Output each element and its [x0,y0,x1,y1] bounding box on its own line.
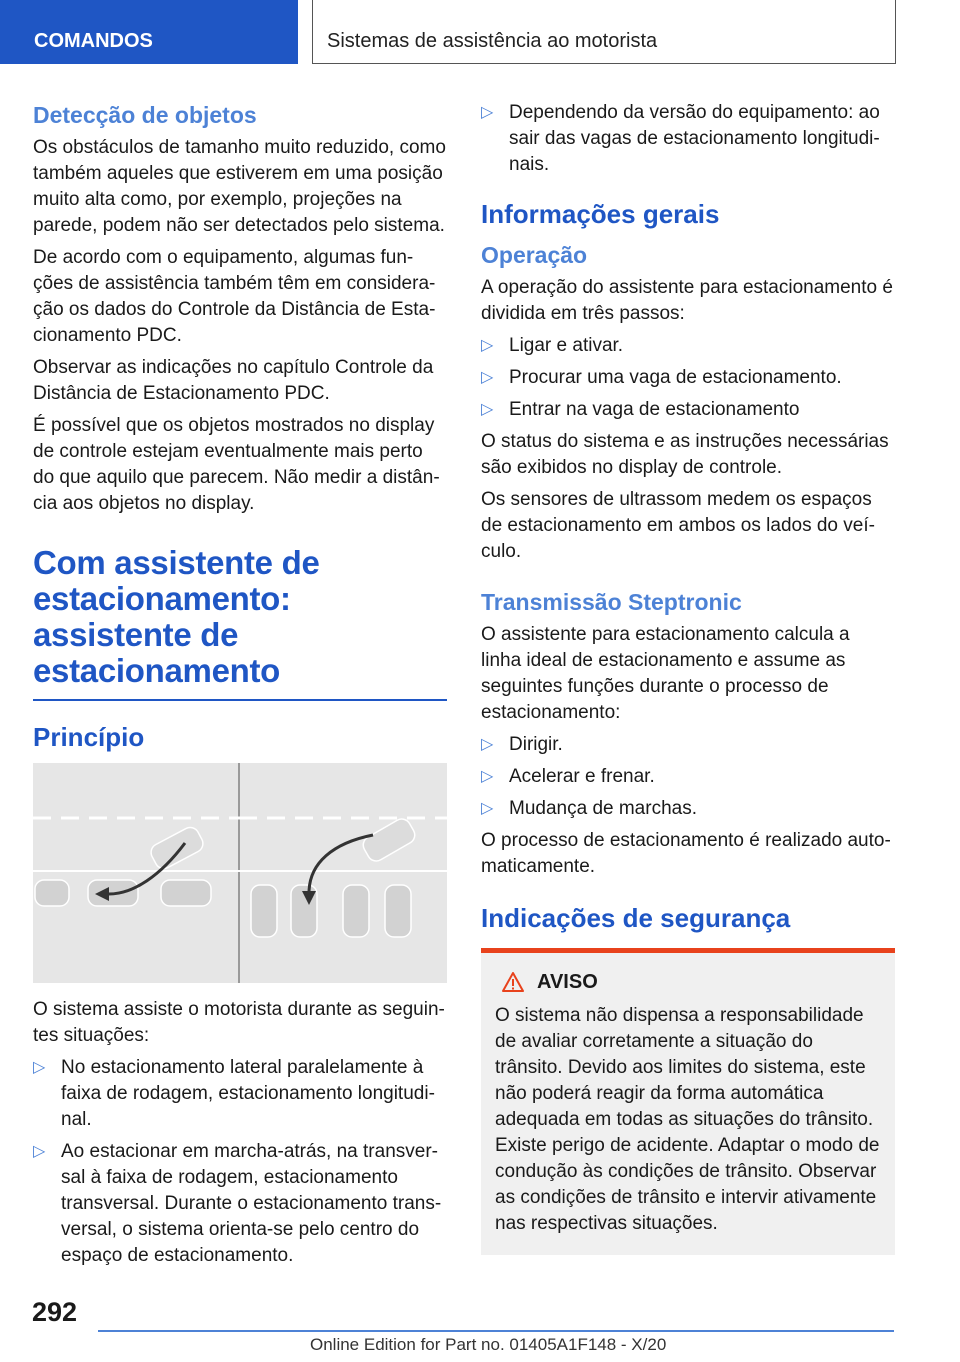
bullet-icon: ▷ [33,1058,46,1076]
warning-box [481,948,895,1255]
list-item: ▷ Entrar na vaga de estacionamento [481,397,895,423]
list-item: ▷ No estacionamento lateral paralelamente à faixa de rodagem, estacionamento longitudinal. [33,1056,435,1130]
chapter-heading: Com assistente de estacionamento: assistente de estacionamento [33,544,320,689]
bullet-icon: ▷ [481,369,494,386]
list-item: ▷ Procurar uma vaga de estacionamento. [481,365,895,391]
principle-intro: O sistema assiste o motorista durante as seguintes situações: [33,998,445,1046]
left-column [33,100,447,1275]
bullet-icon: ▷ [481,800,494,817]
list-item: ▷ Ao estacionar em marcha-atrás, na transversal à faixa de rodagem, estacionamento transversal. Durante o estacionamento transversal, o sistema orienta-se pelo centro do espaço de estacionamento. [33,1140,442,1266]
paragraph: O status do sistema e as instruções necessárias são exibidos no display de controle. [481,431,889,478]
list-item: ▷ Acelerar e frenar. [481,764,895,790]
chapter-heading-rule [33,699,447,701]
footer-rule [98,1330,894,1332]
paragraph: De acordo com o equipamento, algumas funções de assistência também têm em consideração os dados do Controle da Distância de Estacionamento PDC. [33,247,436,346]
header-chapter-label: COMANDOS [34,30,153,52]
header-section-title: Sistemas de assistência ao motorista [312,0,896,64]
list-item: ▷ Mudança de marchas. [481,796,895,822]
warning-label: AVISO [537,971,598,993]
object-detection-heading: Detecção de objetos [33,102,257,128]
page-number: 292 [32,1297,78,1327]
steptronic-outro: O processo de estacionamento é realizado automaticamente. [481,830,891,877]
bullet-icon: ▷ [481,736,494,753]
safety-heading: Indicações de segurança [481,903,791,933]
warning-triangle-icon [501,971,525,993]
bullet-icon: ▷ [33,1142,46,1160]
paragraph: Observar as indicações no capítulo Controle da Distância de Estacionamento PDC. [33,357,434,404]
warning-text: O sistema não dispensa a responsabilidade de avaliar corretamente a situação do trânsito. Devido aos limites do sistema, este não poderá reagir da forma automática adequada em todas as situações do trânsito. Existe perigo de acidente. Adaptar o modo de condução às condições de trânsito. Observar as condições de trânsito e intervir ativamente nas respectivas situações. [495,1005,880,1234]
steptronic-intro: O assistente para estacionamento calcula a linha ideal de estacionamento e assume as seguintes funções durante o processo de estacionamento: [481,624,850,723]
paragraph: Os sensores de ultrassom medem os espaços de estacionamento em ambos os lados do veículo. [481,489,875,562]
list-item: ▷ Dependendo da versão do equipamento: ao sair das vagas de estacionamento longitudinais. [481,102,880,175]
operation-steps-list [481,333,895,423]
bullet-icon: ▷ [481,104,494,121]
right-column [481,100,895,1255]
general-info-heading: Informações gerais [481,199,720,229]
bullet-icon: ▷ [481,337,494,354]
operation-heading: Operação [481,242,588,268]
list-item: ▷ Dirigir. [481,732,895,758]
operation-intro: A operação do assistente para estacionamento é dividida em três passos: [481,277,893,324]
principle-list [33,1055,447,1269]
list-item: ▷ Ligar e ativar. [481,333,895,359]
paragraph: É possível que os objetos mostrados no display de controle estejam eventualmente mais perto do que aquilo que parecem. Não medir a distância aos objetos no display. [33,415,440,514]
steptronic-functions-list [481,732,895,822]
header-chapter-tab [0,0,298,64]
paragraph: Os obstáculos de tamanho muito reduzido, como também aqueles que estiverem em uma posição muito alta como, por exemplo, projeções na parede, podem não ser detectados pelo sistema. [33,137,446,236]
steptronic-heading: Transmissão Steptronic [481,589,742,615]
bullet-icon: ▷ [481,768,494,785]
footer-edition-text: Online Edition for Part no. 01405A1F148 - X/20 [310,1335,667,1354]
bullet-icon: ▷ [481,401,494,418]
warning-title [495,969,885,995]
principle-heading: Princípio [33,721,145,752]
parking-illustration [33,763,447,983]
exit-parking-list [481,100,895,178]
